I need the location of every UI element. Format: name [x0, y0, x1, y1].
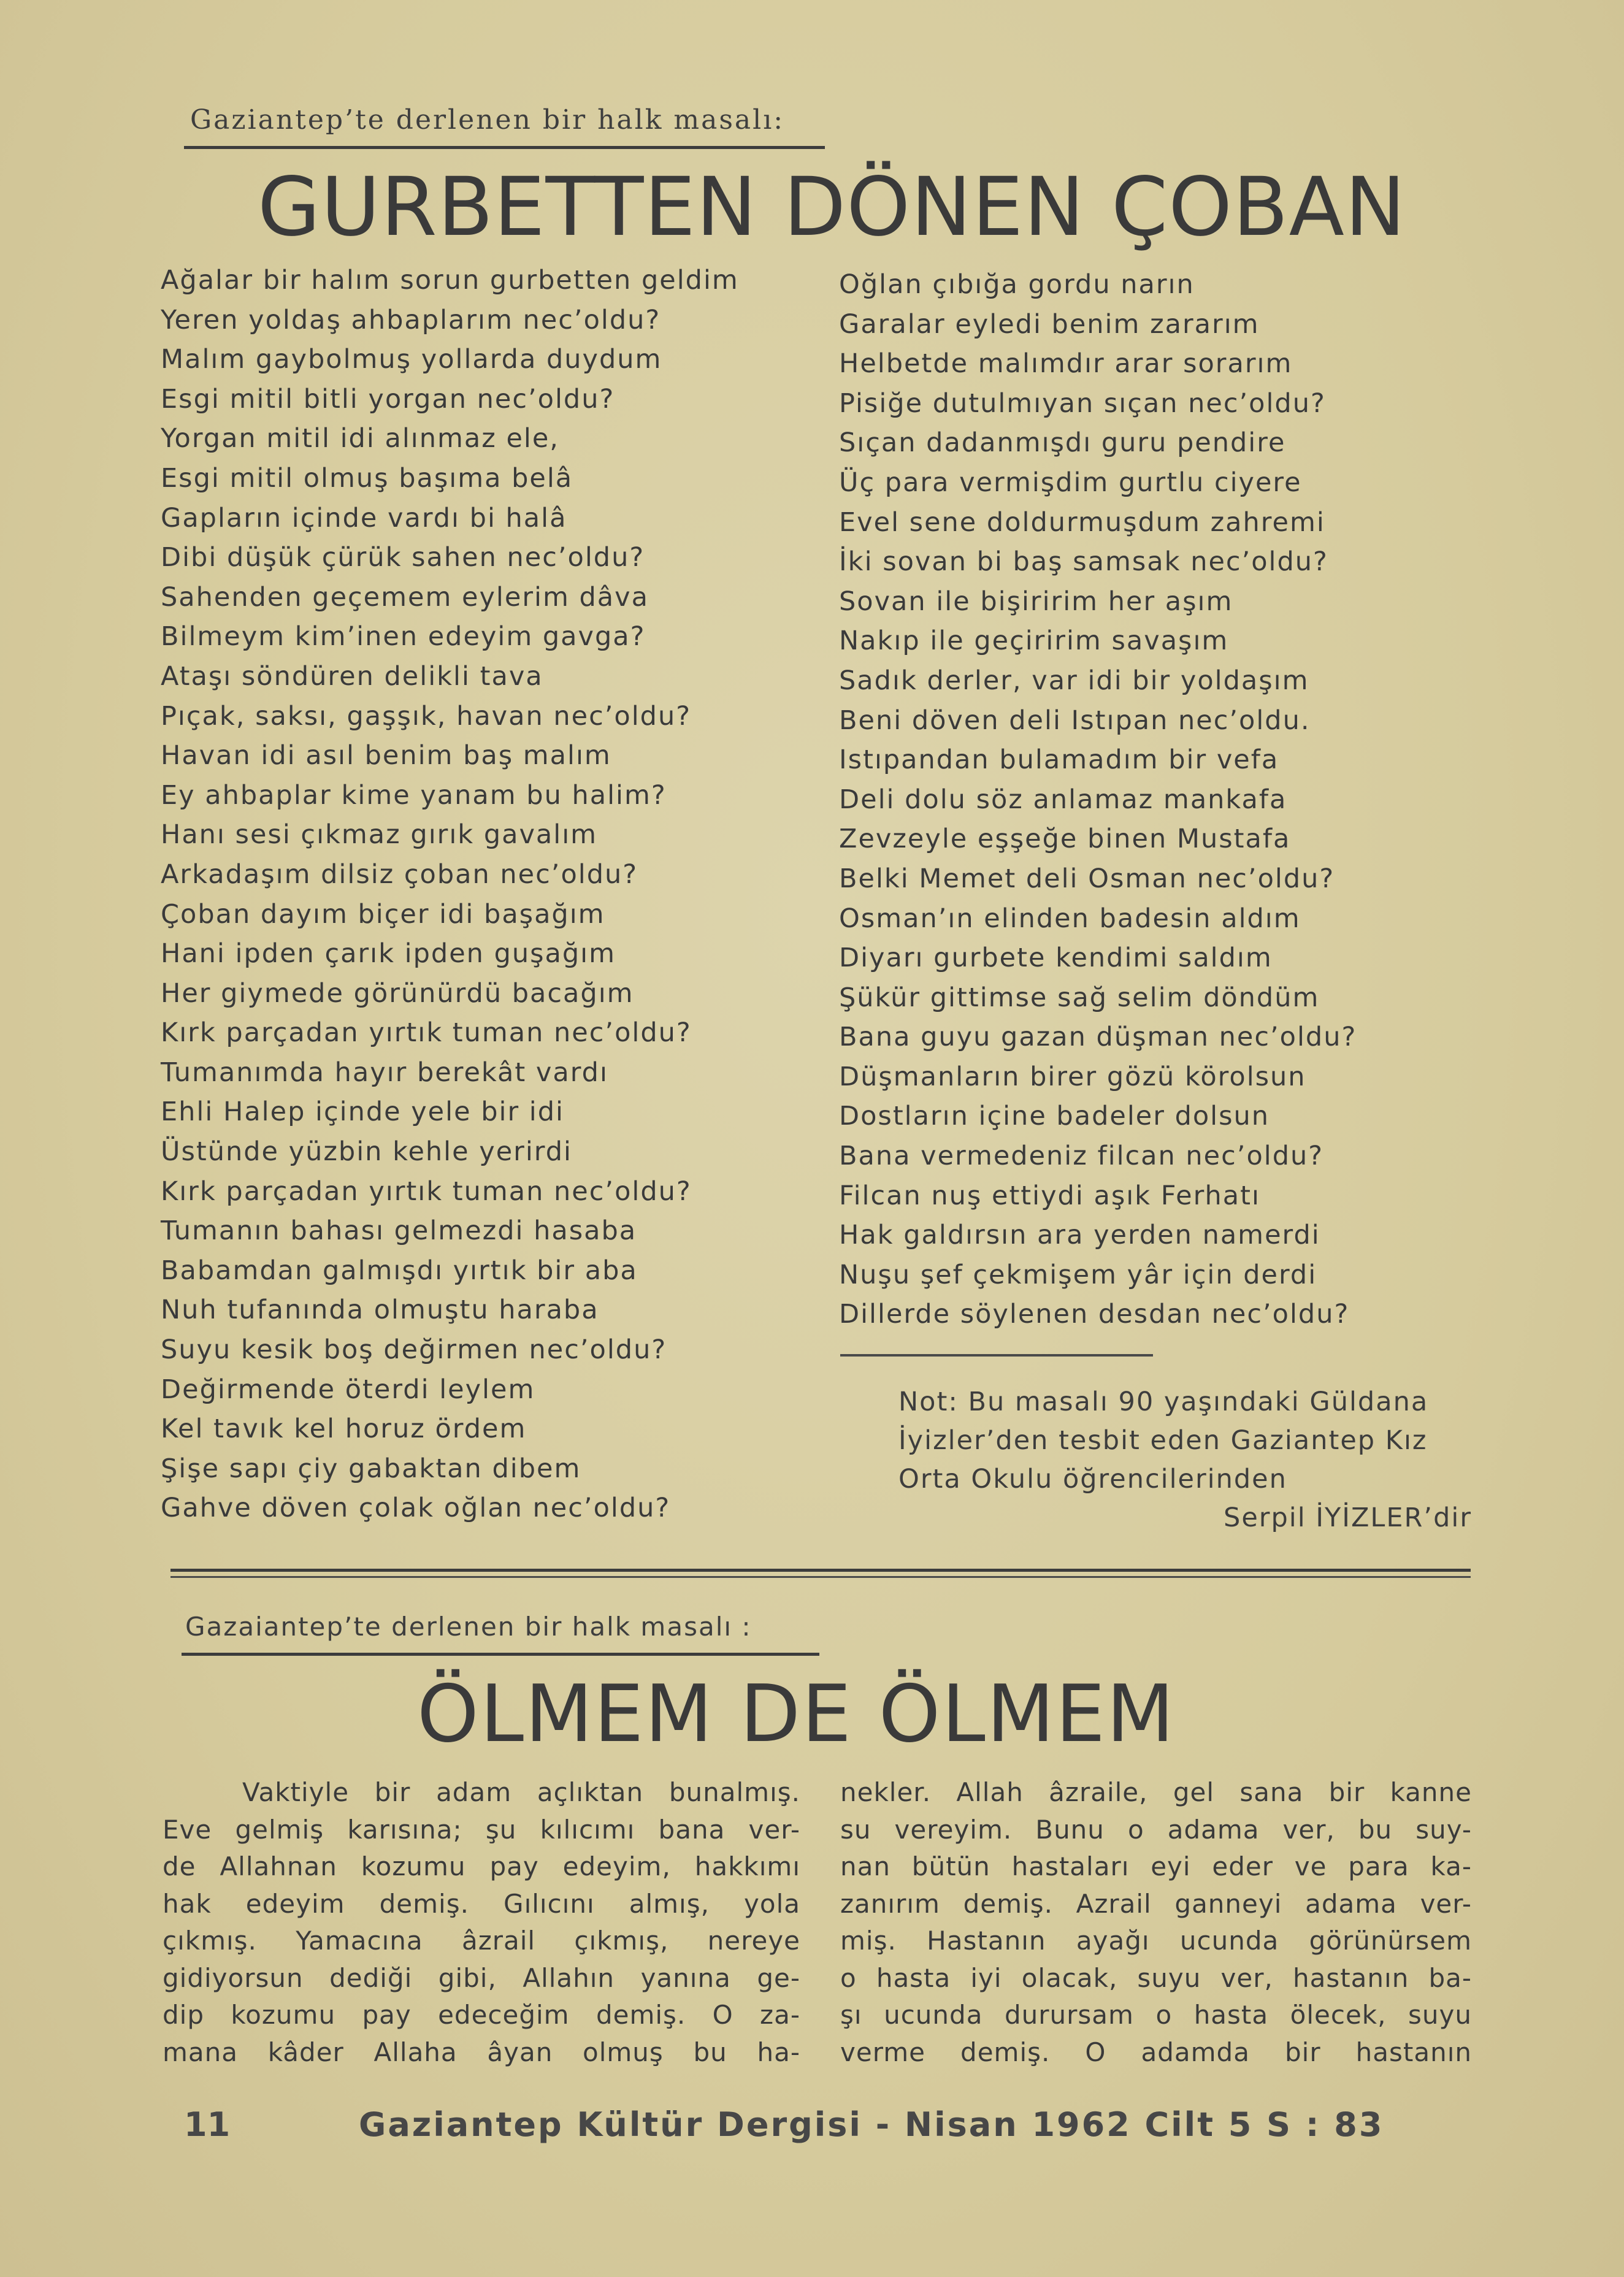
poem-line: Ağalar bir halım sorun gurbetten geldim: [161, 265, 739, 296]
poem-line: Esgi mitil bitli yorgan nec’oldu?: [161, 383, 615, 415]
prose-line: Eve gelmiş karısına; şu kılıcımı bana ver-: [163, 1814, 800, 1845]
article2-left-column: [163, 1774, 800, 2071]
prose-line: miş. Hastanın ayağı ucunda görünürsem: [840, 1926, 1472, 1956]
section-divider-bottom: [170, 1576, 1471, 1578]
poem-line: Dibi düşük çürük sahen nec’oldu?: [161, 542, 645, 573]
prose-line: hak edeyim demiş. Gılıcını almış, yola: [163, 1888, 800, 1919]
poem-line: Malım gaybolmuş yollarda duydum: [161, 344, 662, 375]
poem-line: Kel tavık kel horuz ördem: [161, 1414, 527, 1445]
poem-line: Osman’ın elinden badesin aldım: [839, 903, 1301, 934]
poem-line: Sıçan dadanmışdı guru pendire: [839, 427, 1286, 459]
prose-line: verme demiş. O adamda bir hastanın: [840, 2037, 1472, 2067]
poem-line: Oğlan çıbığa gordu narın: [839, 269, 1195, 300]
poem-line: Babamdan galmışdı yırtık bir aba: [161, 1255, 638, 1286]
article1-left-column: [161, 261, 823, 1528]
poem-line: Helbetde malımdır arar sorarım: [839, 348, 1293, 380]
poem-line: Belki Memet deli Osman nec’oldu?: [839, 863, 1335, 894]
poem-line: Beni döven deli Istıpan nec’oldu.: [839, 705, 1311, 736]
poem-line: Çoban dayım biçer idi başağım: [161, 898, 605, 930]
poem-line: Gahve döven çolak oğlan nec’oldu?: [161, 1493, 671, 1524]
poem-line: Şükür gittimse sağ selim döndüm: [839, 982, 1320, 1013]
article2-title: ÖLMEM DE ÖLMEM: [417, 1669, 1176, 1760]
poem-line: Istıpandan bulamadım bir vefa: [839, 744, 1279, 776]
poem-line: Değirmende öterdi leylem: [161, 1374, 535, 1405]
prose-line: çıkmış. Yamacına âzrail çıkmış, nereye: [163, 1926, 800, 1956]
poem-line: Dillerde söylenen desdan nec’oldu?: [839, 1299, 1350, 1330]
poem-line: Ataşı söndüren delikli tava: [161, 660, 543, 692]
prose-line: zanırım demiş. Azrail ganneyi adama ver-: [840, 1888, 1472, 1919]
article2-right-column: [840, 1774, 1472, 2071]
note-line: Orta Okulu öğrencilerinden: [898, 1464, 1287, 1494]
poem-line: Bana vermedeniz filcan nec’oldu?: [839, 1141, 1324, 1172]
section-divider-top: [170, 1569, 1471, 1572]
note-signature: Serpil İYİZLER’dir: [1224, 1502, 1472, 1533]
note-line: İyizler’den tesbit eden Gaziantep Kız: [898, 1425, 1428, 1456]
poem-line: Sahenden geçemem eylerim dâva: [161, 581, 649, 613]
poem-line: Hani ipden çarık ipden guşağım: [161, 938, 616, 970]
article1-note: [898, 1383, 1472, 1537]
article1-title: GURBETTEN DÖNEN ÇOBAN: [258, 160, 1406, 254]
poem-line: Havan idi asıl benim baş malım: [161, 740, 611, 771]
poem-line: Bana guyu gazan düşman nec’oldu?: [839, 1022, 1357, 1053]
prose-line: mana kâder Allaha âyan olmuş bu ha-: [163, 2037, 800, 2067]
poem-line: Ehli Halep içinde yele bir idi: [161, 1096, 564, 1128]
note-separator: [840, 1354, 1153, 1357]
poem-line: Şişe sapı çiy gabaktan dibem: [161, 1453, 581, 1484]
poem-line: Deli dolu söz anlamaz mankafa: [839, 784, 1287, 815]
poem-line: Garalar eyledi benim zararım: [839, 308, 1260, 340]
poem-line: Üstünde yüzbin kehle yerirdi: [161, 1136, 572, 1168]
prose-line: gidiyorsun dediği gibi, Allahın yanına ge-: [163, 1962, 800, 1993]
poem-line: Hak galdırsın ara yerden namerdi: [839, 1220, 1320, 1251]
poem-line: Sadık derler, var idi bir yoldaşım: [839, 665, 1309, 696]
prose-line: su vereyim. Bunu o adama ver, bu suy-: [840, 1814, 1472, 1845]
prose-line: o hasta iyi olacak, suyu ver, hastanın ba-: [840, 1962, 1472, 1993]
prose-line: dip kozumu pay edeceğim demiş. O za-: [163, 2000, 800, 2030]
poem-line: Nuşu şef çekmişem yâr için derdi: [839, 1259, 1317, 1290]
poem-line: Her giymede görünürdü bacağım: [161, 978, 634, 1009]
poem-line: Dostların içine badeler dolsun: [839, 1101, 1270, 1132]
article1-right-column: [839, 265, 1483, 1334]
poem-line: Evel sene doldurmuşdum zahremi: [839, 507, 1325, 538]
note-line: Not: Bu masalı 90 yaşındaki Güldana: [898, 1387, 1429, 1417]
poem-line: Ey ahbaplar kime yanam bu halim?: [161, 779, 667, 811]
poem-line: Sovan ile bişiririm her aşım: [839, 586, 1233, 617]
prose-line: nekler. Allah âzraile, gel sana bir kanne: [840, 1777, 1472, 1807]
poem-line: Diyarı gurbete kendimi saldım: [839, 943, 1273, 974]
poem-line: Esgi mitil olmuş başıma belâ: [161, 462, 573, 494]
poem-line: Yeren yoldaş ahbaplarım nec’oldu?: [161, 304, 661, 335]
poem-line: Tumanın bahası gelmezdi hasaba: [161, 1215, 637, 1247]
poem-line: Düşmanların birer gözü körolsun: [839, 1061, 1306, 1092]
poem-line: Kırk parçadan yırtık tuman nec’oldu?: [161, 1176, 692, 1207]
article1-kicker: Gaziantep’te derlenen bir halk masalı:: [190, 104, 785, 136]
poem-line: Pisiğe dutulmıyan sıçan nec’oldu?: [839, 388, 1326, 419]
prose-line: de Allahnan kozumu pay edeyim, hakkımı: [163, 1851, 800, 1881]
poem-line: Zevzeyle eşşeğe binen Mustafa: [839, 824, 1291, 855]
prose-line: nan bütün hastaları eyi eder ve para ka-: [840, 1851, 1472, 1881]
poem-line: İki sovan bi baş samsak nec’oldu?: [839, 546, 1328, 578]
poem-line: Suyu kesik boş değirmen nec’oldu?: [161, 1334, 667, 1366]
poem-line: Üç para vermişdim gurtlu ciyere: [839, 467, 1302, 498]
poem-line: Filcan nuş ettiydi aşık Ferhatı: [839, 1180, 1260, 1211]
article2-kicker-rule: [182, 1653, 819, 1656]
prose-line: Vaktiyle bir adam açlıktan bunalmış.: [242, 1777, 800, 1807]
article2-kicker: Gazaiantep’te derlenen bir halk masalı :: [185, 1612, 752, 1642]
poem-line: Pıçak, saksı, gaşşık, havan nec’oldu?: [161, 700, 692, 732]
poem-line: Tumanımda hayır berekât vardı: [161, 1057, 608, 1088]
prose-line: şı ucunda durursam o hasta ölecek, suyu: [840, 2000, 1472, 2030]
poem-line: Hanı sesi çıkmaz gırık gavalım: [161, 819, 598, 851]
poem-line: Nakıp ile geçiririm savaşım: [839, 626, 1229, 657]
footer-publication: Gaziantep Kültür Dergisi - Nisan 1962 Cilt 5 S : 83: [359, 2105, 1384, 2144]
article1-kicker-rule: [184, 146, 825, 149]
page-number: 11: [184, 2105, 231, 2144]
poem-line: Bilmeym kim’inen edeyim gavga?: [161, 621, 646, 652]
poem-line: Kırk parçadan yırtık tuman nec’oldu?: [161, 1017, 692, 1049]
poem-line: Nuh tufanında olmuştu haraba: [161, 1295, 599, 1326]
poem-line: Gapların içinde vardı bi halâ: [161, 502, 567, 534]
poem-line: Arkadaşım dilsiz çoban nec’oldu?: [161, 859, 638, 890]
poem-line: Yorgan mitil idi alınmaz ele,: [161, 423, 559, 454]
